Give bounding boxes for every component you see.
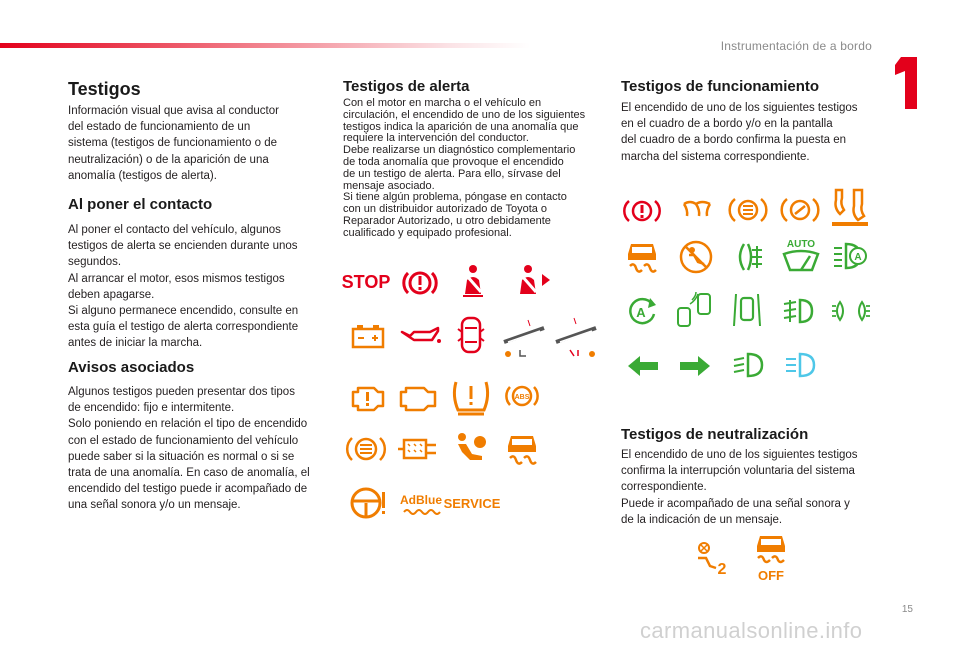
- stop-start-icon: [624, 296, 660, 328]
- turn-right-icon: [678, 354, 712, 378]
- engine-fault-icon: [350, 382, 386, 412]
- battery-icon: [350, 323, 386, 349]
- alerta-text: Con el motor en marcha o el vehículo en circulación, el encendido de uno de los siguientes testigos indica la aparición de una anomalía que requiere la intervención del conductor. Debe realizarse un diagnóstico complementario de toda anomalía que provoque el encendido de un testigo de alerta. Para ello, sírvase del mensaje asociado. Si tiene algún problema, póngase en contacto con un distribuidor autorizado de Toyota o Reparador Autorizado, u otro debidamente cualificado y equipado profesional.: [343, 97, 586, 239]
- brake-orange-icon: [730, 194, 766, 226]
- svg-text:STOP: STOP: [341, 272, 391, 292]
- svg-text:2: 2: [717, 561, 727, 578]
- low-beam-icon: [732, 350, 766, 380]
- rear-fog-light-icon: [782, 296, 814, 326]
- lane-assist-icon: [732, 290, 762, 330]
- stability-control-icon: [504, 430, 540, 468]
- left-column: [68, 79, 328, 100]
- svg-text:OFF: OFF: [758, 568, 784, 583]
- seatbelt-passenger-icon: [510, 262, 552, 298]
- header-accent-bar: [0, 43, 530, 48]
- chapter-number: [895, 57, 917, 109]
- section-title-neutralizacion: Testigos de neutralización: [621, 426, 809, 443]
- seatbelt-icon: [455, 262, 491, 298]
- stop-icon: [341, 268, 391, 294]
- engine-check-icon: [398, 382, 438, 412]
- svg-text:A: A: [854, 252, 862, 263]
- airbag-icon: [452, 430, 488, 466]
- fog-light-icon: [734, 240, 764, 274]
- gauge-needle-icon: [500, 312, 600, 362]
- section-title-alerta: Testigos de alerta: [343, 78, 470, 95]
- section-title-funcionamiento: Testigos de funcionamiento: [621, 78, 820, 95]
- turn-left-icon: [626, 354, 660, 378]
- traction-off-icon: [752, 532, 790, 582]
- contact-text: Al poner el contacto del vehículo, algunos testigos de alerta se encienden durante unos segundos. Al arrancar el motor, esos mismos testigos deben apagarse. Si alguno permanece encendido, consulte en esta guía el testigo de alerta correspondiente antes de iniciar la marcha.: [68, 224, 299, 350]
- passenger-airbag-2-icon: [692, 540, 730, 578]
- blind-spot-icon: [674, 290, 716, 330]
- parking-brake-icon: [782, 194, 818, 226]
- steering-fault-icon: [348, 484, 388, 522]
- brake-warning-icon: [403, 266, 437, 300]
- door-open-icon: [456, 315, 486, 355]
- particle-filter-icon: [396, 434, 438, 464]
- service-icon: [443, 494, 501, 512]
- page-number: 15: [901, 604, 913, 615]
- preheat-icon: [680, 198, 714, 222]
- auto-wiper-icon: [778, 236, 824, 276]
- svg-text:SERVICE: SERVICE: [443, 496, 501, 511]
- svg-text:A: A: [636, 305, 646, 320]
- traction-control-icon: [624, 238, 660, 276]
- svg-text:AUTO: AUTO: [786, 239, 816, 250]
- neutralizacion-text: El encendido de uno de los siguientes testigos confirma la interrupción voluntaria del sistema correspondiente. Puede ir acompañado de una señal sonora y de la indicación de un mensaje.: [621, 449, 858, 526]
- svg-text:AdBlue: AdBlue: [400, 493, 442, 507]
- section-title-testigos: Testigos: [68, 79, 141, 99]
- watermark: carmanualsonline.info: [640, 618, 863, 643]
- oil-pressure-icon: [400, 326, 442, 348]
- brake-system-icon: [347, 432, 385, 466]
- intro-text: Información visual que avisa al conductor del estado de funcionamiento de un sistema (testigos de funcionamiento o de neutralización) o de la aparición de una anomalía (testigos de alerta).: [68, 105, 279, 182]
- high-beam-icon: [784, 350, 818, 380]
- section-title-contacto: Al poner el contacto: [68, 196, 213, 213]
- abs-icon: [506, 380, 538, 412]
- header-title: Instrumentación de a bordo: [720, 39, 872, 53]
- section-title-avisos: Avisos asociados: [68, 359, 195, 376]
- funcionamiento-text: El encendido de uno de los siguientes testigos en el cuadro de a bordo y/o en la pantalla del cuadro de a bordo confirma la puesta en marcha del sistema correspondiente.: [621, 102, 858, 163]
- avisos-text: Algunos testigos pueden presentar dos tipos de encendido: fijo e intermitente. Solo poniendo en relación el tipo de encendido con el estado de funcionamiento del vehículo puede saber si la situación es normal o si se trata de una anomalía. En caso de anomalía, el encendido del testigo puede ir acompañado de una señal sonora y/o un mensaje.: [68, 386, 310, 512]
- brake-alert-red-icon: [624, 196, 660, 226]
- passenger-airbag-off-icon: [676, 238, 716, 276]
- adblue-icon: [398, 490, 444, 518]
- svg-text:ABS: ABS: [514, 394, 530, 401]
- tire-pressure-icon: [450, 376, 492, 416]
- foot-on-brake-icon: [830, 186, 870, 230]
- side-lights-icon: [830, 298, 872, 324]
- auto-high-beam-icon: [832, 240, 870, 272]
